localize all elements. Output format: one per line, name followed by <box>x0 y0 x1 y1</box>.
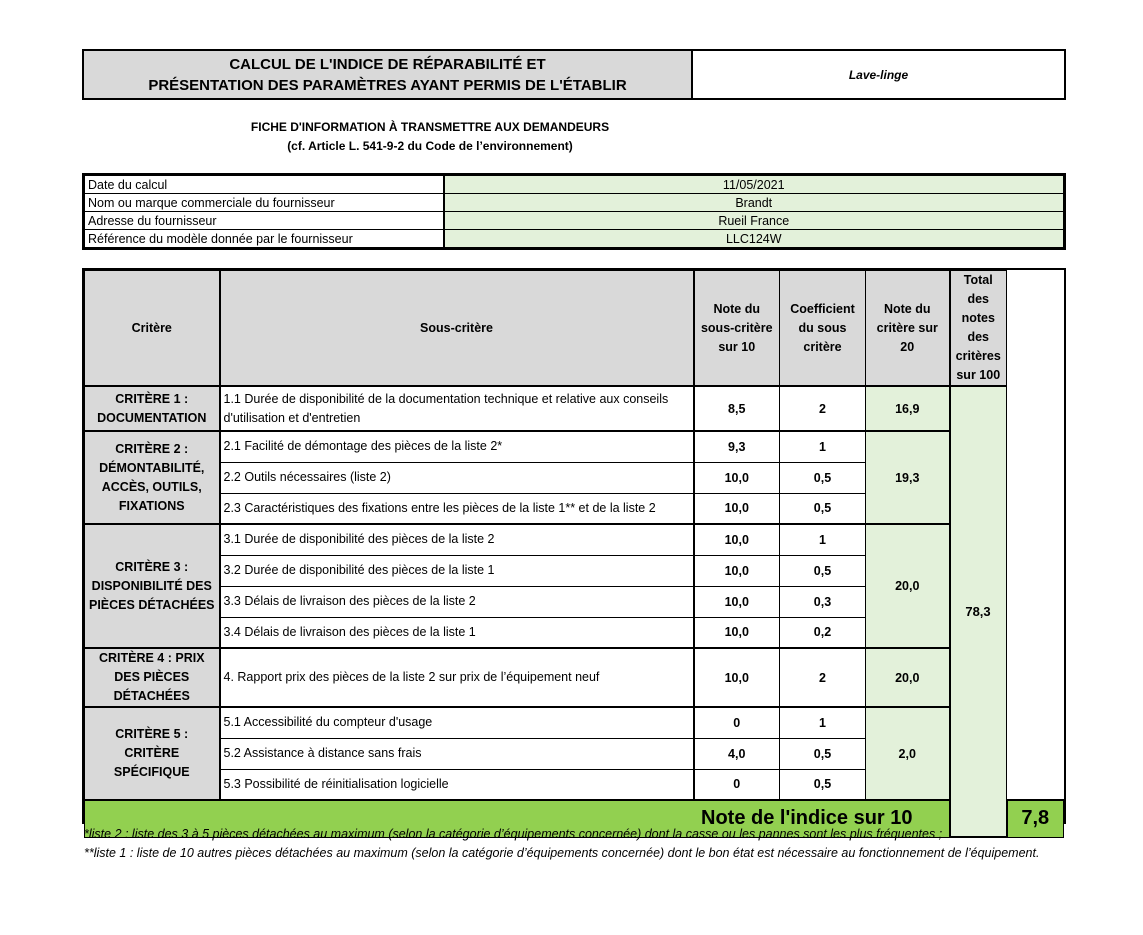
critere-2-score: 19,3 <box>866 431 950 524</box>
table-header-row <box>85 271 1064 387</box>
table-row <box>85 386 1064 431</box>
info-row <box>85 176 1064 194</box>
critere-1-score: 16,9 <box>866 386 950 431</box>
info-table <box>82 173 1066 250</box>
critere-3-score: 20,0 <box>866 524 950 648</box>
critere-5-name: CRITÈRE 5 : CRITÈRE SPÉCIFIQUE <box>85 707 220 800</box>
subcriterion-coef: 0,5 <box>780 493 866 524</box>
subcriterion-label: 3.1 Durée de disponibilité des pièces de la liste 2 <box>220 524 694 555</box>
subcriterion-note: 10,0 <box>694 586 780 617</box>
subcriterion-coef: 1 <box>780 431 866 462</box>
subcriterion-note: 10,0 <box>694 617 780 648</box>
subcriterion-label: 3.4 Délais de livraison des pièces de la liste 1 <box>220 617 694 648</box>
title-line-2: PRÉSENTATION DES PARAMÈTRES AYANT PERMIS DE L'ÉTABLIR <box>148 76 627 94</box>
subcriterion-note: 10,0 <box>694 462 780 493</box>
critere-3-name: CRITÈRE 3 : DISPONIBILITÉ DES PIÈCES DÉTACHÉES <box>85 524 220 648</box>
title-line-1: CALCUL DE L'INDICE DE RÉPARABILITÉ ET <box>229 55 546 73</box>
subcriterion-note: 8,5 <box>694 386 780 431</box>
subcriterion-label: 2.2 Outils nécessaires (liste 2) <box>220 462 694 493</box>
subcriterion-label: 2.1 Facilité de démontage des pièces de la liste 2* <box>220 431 694 462</box>
subcriterion-label: 4. Rapport prix des pièces de la liste 2 sur prix de l’équipement neuf <box>220 648 694 707</box>
table-row <box>85 431 1064 462</box>
subcriterion-coef: 0,5 <box>780 462 866 493</box>
final-score-value: 7,8 <box>1007 800 1064 837</box>
document-title <box>84 51 693 98</box>
fiche-line-2: (cf. Article L. 541-9-2 du Code de l’environnement) <box>287 139 573 153</box>
subcriterion-coef: 0,5 <box>780 738 866 769</box>
info-label: Date du calcul <box>85 176 444 194</box>
subcriterion-note: 10,0 <box>694 493 780 524</box>
header-note-critere: Note du critère sur 20 <box>866 271 950 387</box>
subcriterion-coef: 2 <box>780 386 866 431</box>
header-critere: Critère <box>85 271 220 387</box>
subcriterion-coef: 2 <box>780 648 866 707</box>
subcriterion-label: 3.3 Délais de livraison des pièces de la liste 2 <box>220 586 694 617</box>
total-score: 78,3 <box>950 386 1007 837</box>
final-score-label: Note de l'indice sur 10 <box>85 800 950 837</box>
table-row <box>85 648 1064 707</box>
subcriterion-note: 10,0 <box>694 555 780 586</box>
subcriterion-label: 5.2 Assistance à distance sans frais <box>220 738 694 769</box>
header-box <box>82 49 1066 100</box>
subcriterion-coef: 0,5 <box>780 769 866 800</box>
subcriterion-note: 0 <box>694 707 780 738</box>
subcriterion-coef: 0,5 <box>780 555 866 586</box>
subcriterion-label: 5.3 Possibilité de réinitialisation logicielle <box>220 769 694 800</box>
subcriterion-label: 1.1 Durée de disponibilité de la documentation technique et relative aux conseils d'utilisation et d'entretien <box>220 386 694 431</box>
fiche-line-1: FICHE D'INFORMATION À TRANSMETTRE AUX DEMANDEURS <box>250 120 610 134</box>
info-label: Adresse du fournisseur <box>85 212 444 230</box>
header-sous-critere: Sous-critère <box>220 271 694 387</box>
fiche-subtitle <box>82 118 778 156</box>
subcriterion-coef: 1 <box>780 524 866 555</box>
info-value: LLC124W <box>444 230 1064 248</box>
subcriterion-note: 0 <box>694 769 780 800</box>
footnotes <box>84 825 1044 863</box>
subcriterion-note: 9,3 <box>694 431 780 462</box>
subcriterion-label: 5.1 Accessibilité du compteur d'usage <box>220 707 694 738</box>
critere-1-name: CRITÈRE 1 : DOCUMENTATION <box>85 386 220 431</box>
info-row <box>85 212 1064 230</box>
footnote-2: **liste 1 : liste de 10 autres pièces détachées au maximum (selon la catégorie d’équipements concernée) dont le bon état est nécessaire au fonctionnement de l’équipement. <box>84 846 1040 860</box>
info-row <box>85 230 1064 248</box>
subcriterion-label: 3.2 Durée de disponibilité des pièces de la liste 1 <box>220 555 694 586</box>
header-total: Total des notes des critères sur 100 <box>950 271 1007 387</box>
subcriterion-note: 4,0 <box>694 738 780 769</box>
info-value: 11/05/2021 <box>444 176 1064 194</box>
table-row <box>85 524 1064 555</box>
critere-5-score: 2,0 <box>866 707 950 800</box>
info-value: Rueil France <box>444 212 1064 230</box>
info-row <box>85 194 1064 212</box>
subcriterion-note: 10,0 <box>694 648 780 707</box>
subcriterion-coef: 1 <box>780 707 866 738</box>
subcriterion-note: 10,0 <box>694 524 780 555</box>
footnote-1: *liste 2 : liste des 3 à 5 pièces détachées au maximum (selon la catégorie d’équipements concernée) dont la casse ou les pannes sont les plus fréquentes ; <box>84 827 943 841</box>
table-row <box>85 707 1064 738</box>
score-table <box>82 268 1066 830</box>
info-value: Brandt <box>444 194 1064 212</box>
info-label: Nom ou marque commerciale du fournisseur <box>85 194 444 212</box>
product-type: Lave-linge <box>848 67 909 82</box>
info-label: Référence du modèle donnée par le fournisseur <box>85 230 444 248</box>
critere-2-name: CRITÈRE 2 : DÉMONTABILITÉ, ACCÈS, OUTILS, FIXATIONS <box>85 431 220 524</box>
critere-4-score: 20,0 <box>866 648 950 707</box>
subcriterion-coef: 0,2 <box>780 617 866 648</box>
critere-4-name: CRITÈRE 4 : PRIX DES PIÈCES DÉTACHÉES <box>85 648 220 707</box>
subcriterion-label: 2.3 Caractéristiques des fixations entre les pièces de la liste 1** et de la liste 2 <box>220 493 694 524</box>
header-note-sous-critere: Note du sous-critère sur 10 <box>694 271 780 387</box>
subcriterion-coef: 0,3 <box>780 586 866 617</box>
header-coefficient: Coefficient du sous critère <box>780 271 866 387</box>
